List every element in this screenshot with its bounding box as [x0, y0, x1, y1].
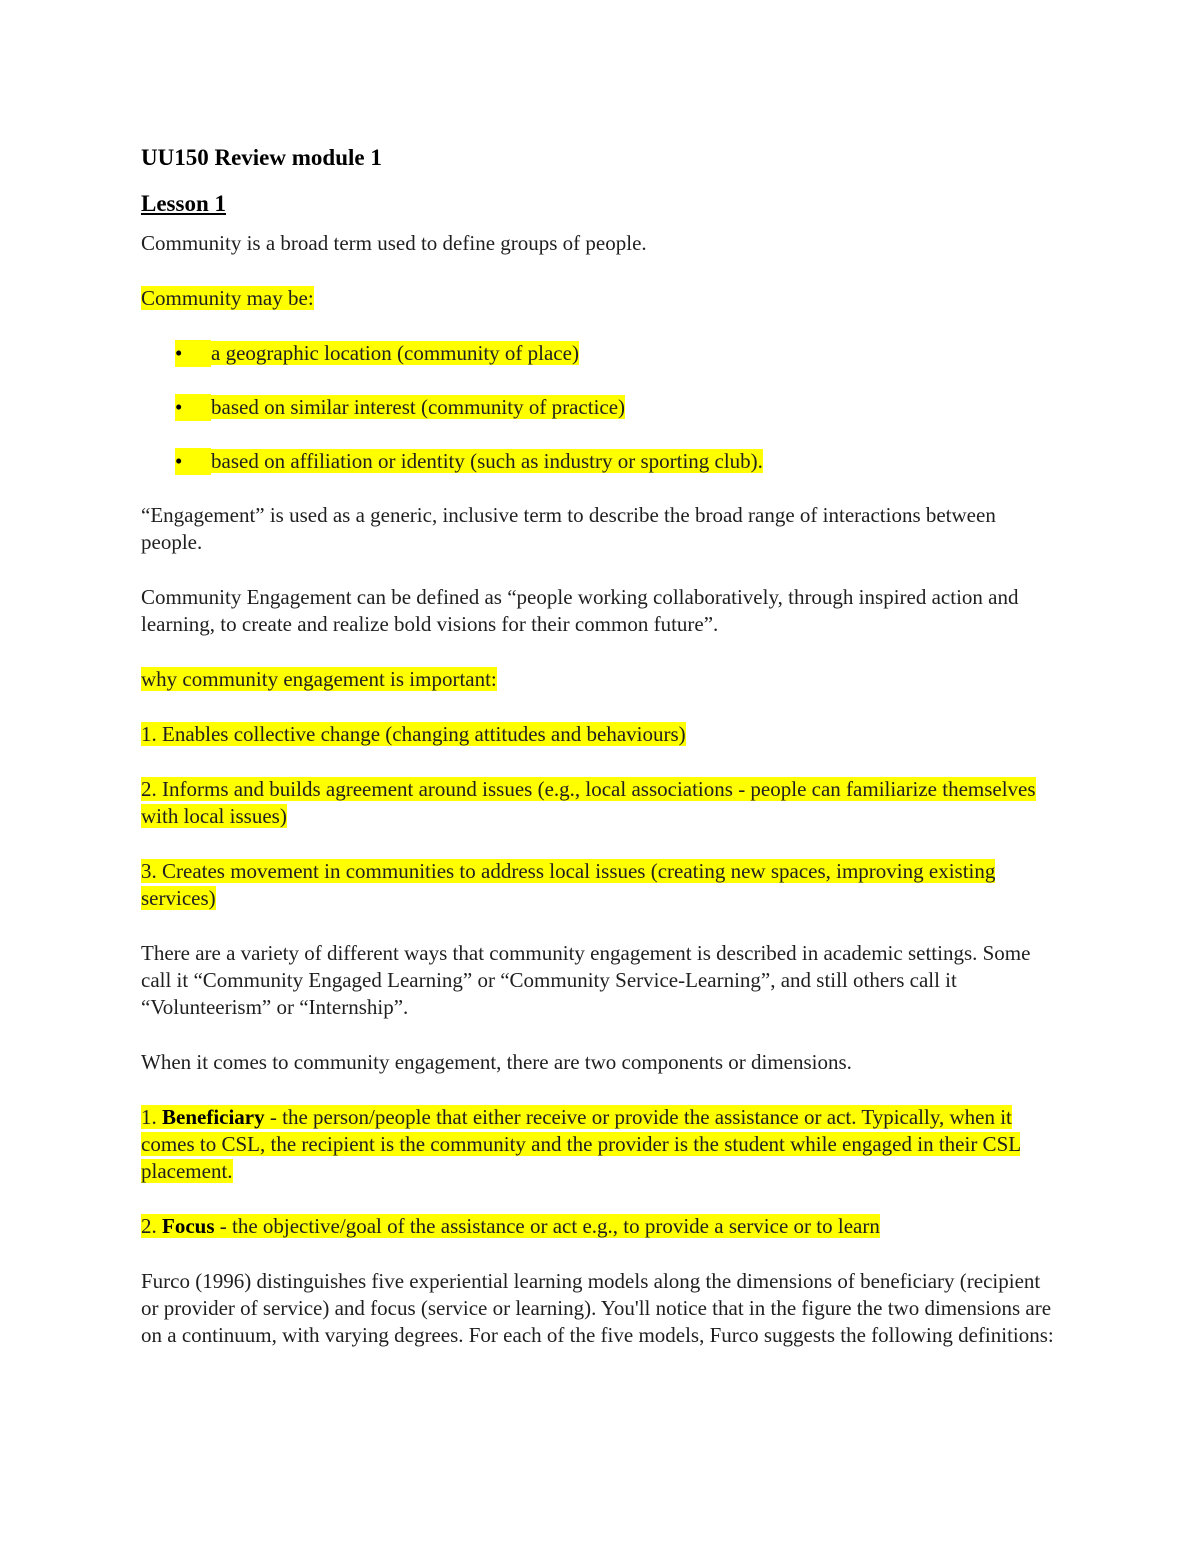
- dimension-beneficiary: 1. Beneficiary - the person/people that either receive or provide the assistance or act. Typically, when it comes to CSL, the recipient is the community and the provider is the student while engaged in their CSL placement.: [141, 1105, 1021, 1183]
- lesson-heading: Lesson 1: [141, 191, 226, 216]
- why-item-2: 2. Informs and builds agreement around issues (e.g., local associations - people can familiarize themselves with local issues): [141, 777, 1036, 828]
- community-types-list: [141, 340, 1061, 475]
- document-title: UU150 Review module 1: [141, 145, 382, 170]
- why-important-heading: why community engagement is important:: [141, 667, 497, 691]
- highlighted-text: Community may be:: [141, 286, 314, 310]
- bullet-icon: [175, 394, 211, 421]
- engagement-paragraph: “Engagement” is used as a generic, inclusive term to describe the broad range of interactions between people.: [141, 503, 996, 554]
- list-item: • a geographic location (community of place): [141, 340, 1061, 367]
- variety-paragraph: There are a variety of different ways that community engagement is described in academic settings. Some call it “Community Engaged Learning” or “Community Service-Learning”, and still others call it “Volunteerism” or “Internship”.: [141, 941, 1031, 1019]
- community-definition: Community is a broad term used to define groups of people.: [141, 231, 647, 255]
- bullet-icon: [175, 448, 211, 475]
- document-body: [141, 140, 1061, 1377]
- furco-paragraph: Furco (1996) distinguishes five experiential learning models along the dimensions of beneficiary (recipient or provider of service) and focus (service or learning). You'll notice that in the figure the two dimensions are on a continuum, with varying degrees. For each of the five models, Furco suggests the following definitions:: [141, 1269, 1054, 1347]
- focus-term: Focus: [162, 1214, 215, 1238]
- community-may-be: [141, 285, 1061, 312]
- dimension-focus: 2. Focus - the objective/goal of the assistance or act e.g., to provide a service or to learn: [141, 1214, 880, 1238]
- list-item: • based on affiliation or identity (such as industry or sporting club).: [141, 448, 1061, 475]
- two-components-paragraph: When it comes to community engagement, there are two components or dimensions.: [141, 1050, 852, 1074]
- list-item: • based on similar interest (community of practice): [141, 394, 1061, 421]
- why-item-1: 1. Enables collective change (changing attitudes and behaviours): [141, 722, 686, 746]
- why-item-3: 3. Creates movement in communities to address local issues (creating new spaces, improving existing services): [141, 859, 996, 910]
- bullet-icon: [175, 340, 211, 367]
- beneficiary-term: Beneficiary: [162, 1105, 265, 1129]
- community-engagement-definition: Community Engagement can be defined as “people working collaboratively, through inspired action and learning, to create and realize bold visions for their common future”.: [141, 585, 1019, 636]
